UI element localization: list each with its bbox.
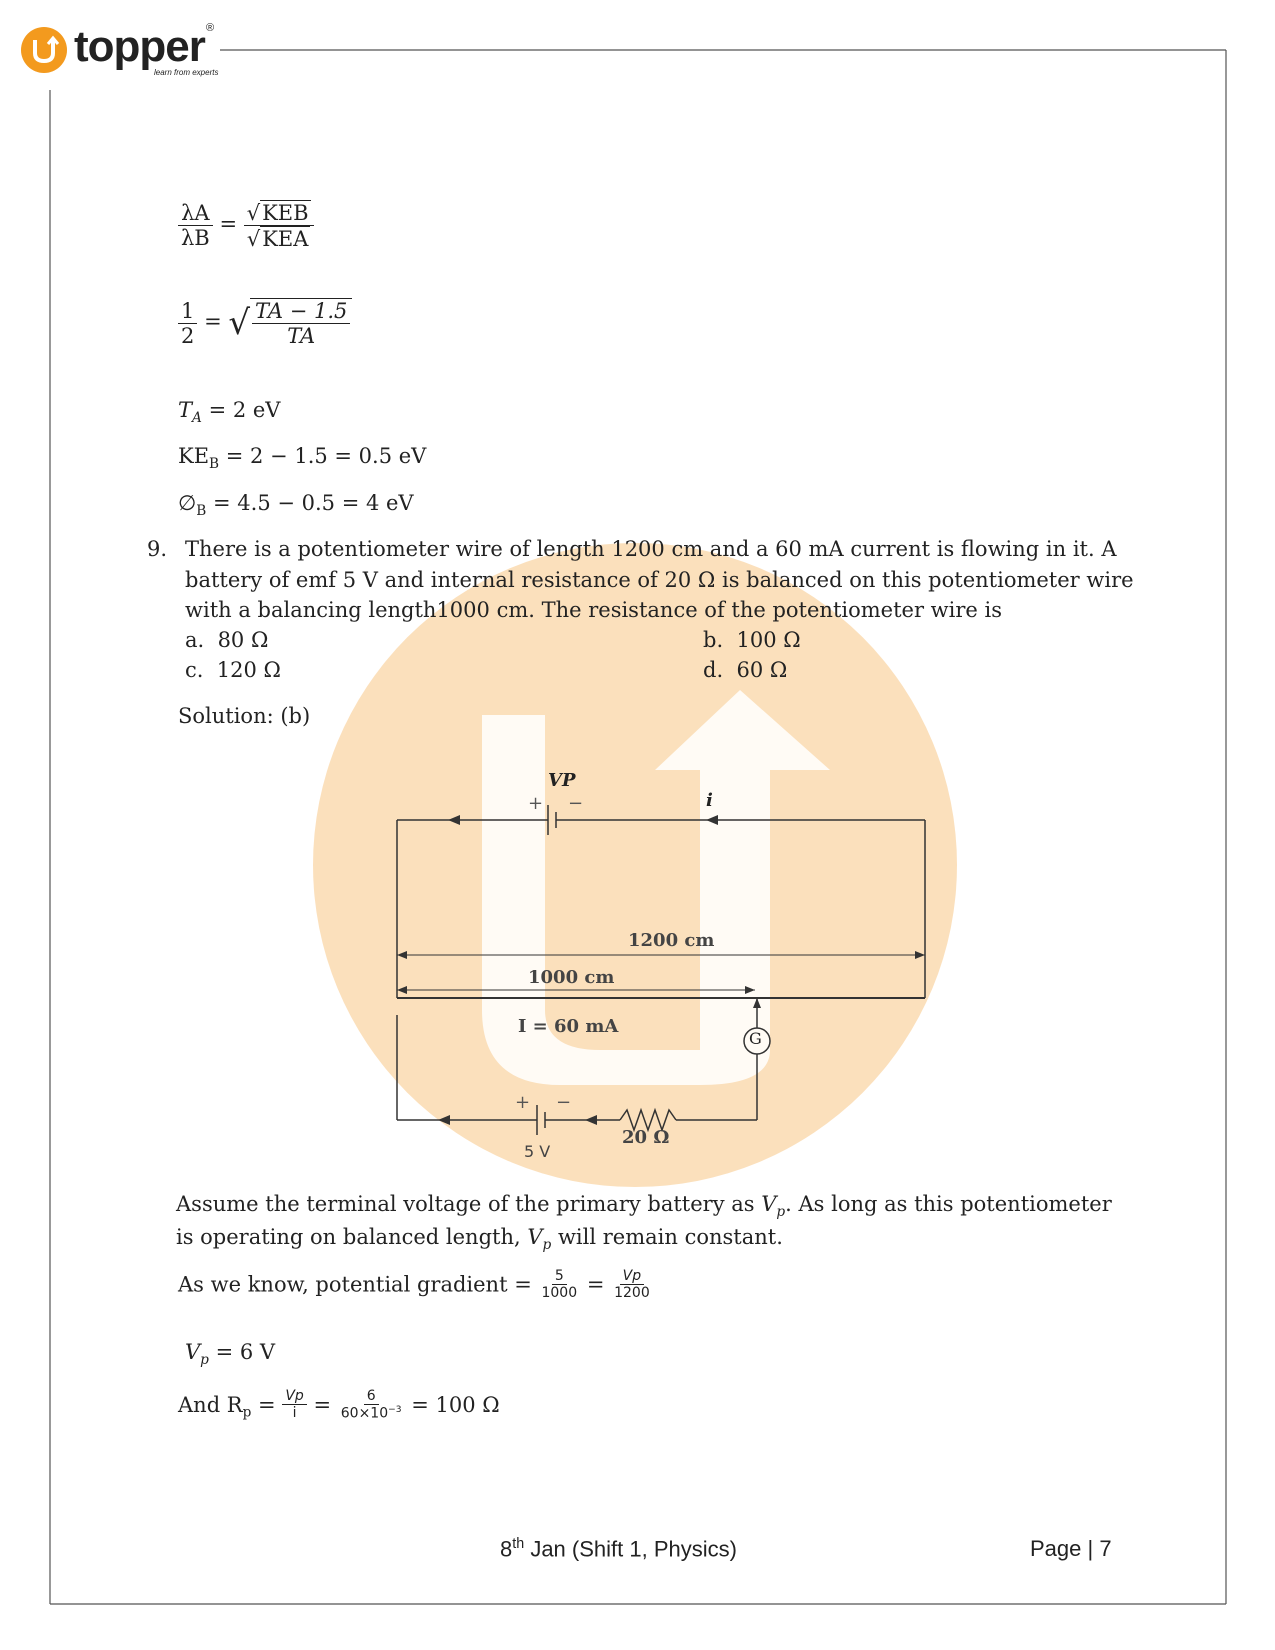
logo-text: topper [74,22,205,71]
question-line-3: with a balancing length1000 cm. The resistance of the potentiometer wire is [185,598,1002,622]
equation-ratio-lambda: $\frac{\lambda A}{\lambda B}$ = $\frac{\text{√KEB}}{\text{√KEA}}$ [178,200,314,251]
question-line-2: battery of emf 5 V and internal resistance of 20 Ω is balanced on this potentiometer wire [185,568,1134,592]
diagram-plus-top: + [528,793,544,814]
assume-line-1: Assume the terminal voltage of the primary battery as $V_p$. As long as this potentiometer [176,1192,1112,1221]
assume-line-2: is operating on balanced length, $V_p$ will remain constant. [176,1225,783,1254]
diagram-minus-top: − [568,793,584,814]
rp-equation: And $R_p$ = $\frac{Vp}{i}$ = $\frac{6}{60\times 10^{-3}}$ = 100 Ω [178,1388,500,1422]
option-c: c. 120 Ω [185,658,281,682]
equation-half: $\frac{1}{2}$ = √ $\frac{TA - 1.5}{TA}$ [178,298,352,348]
diagram-current: I = 60 mA [518,1016,619,1037]
diagram-length-1000: 1000 cm [528,967,615,988]
diagram-plus-bottom: + [515,1092,531,1113]
option-a: a. 80 Ω [185,628,269,652]
logo-tagline: learn from experts [154,68,219,77]
diagram-label-i: i [706,790,713,811]
logo-registered: ® [206,22,215,34]
equation-ta: $T_A = 2$ eV [178,398,281,427]
footer-page-number: Page | 7 [1030,1536,1112,1561]
diagram-galvanometer: G [749,1029,762,1048]
footer-title: 8th Jan (Shift 1, Physics) [500,1536,737,1562]
diagram-label-vp: VP [548,770,576,791]
question-line-1: There is a potentiometer wire of length 1200 cm and a 60 mA current is flowing in it. A [185,537,1117,561]
option-d: d. 60 Ω [703,658,788,682]
equation-keb: $KE_B = 2 - 1.5 = 0.5$ eV [178,444,427,473]
gradient-equation: As we know, potential gradient = $\frac{5}{1000}$ = $\frac{Vp}{1200}$ [178,1268,650,1302]
diagram-minus-bottom: − [556,1092,572,1113]
diagram-resistance: 20 Ω [622,1127,670,1148]
diagram-length-1200: 1200 cm [628,930,715,951]
diagram-emf: 5 V [524,1142,551,1161]
question-number: 9. [147,537,168,561]
option-b: b. 100 Ω [703,628,801,652]
equation-phib: $\emptyset_B = 4.5 - 0.5 = 4$ eV [178,491,414,520]
solution-label: Solution: (b) [178,704,311,728]
vp-result: $V_p = 6$ V [185,1340,276,1369]
